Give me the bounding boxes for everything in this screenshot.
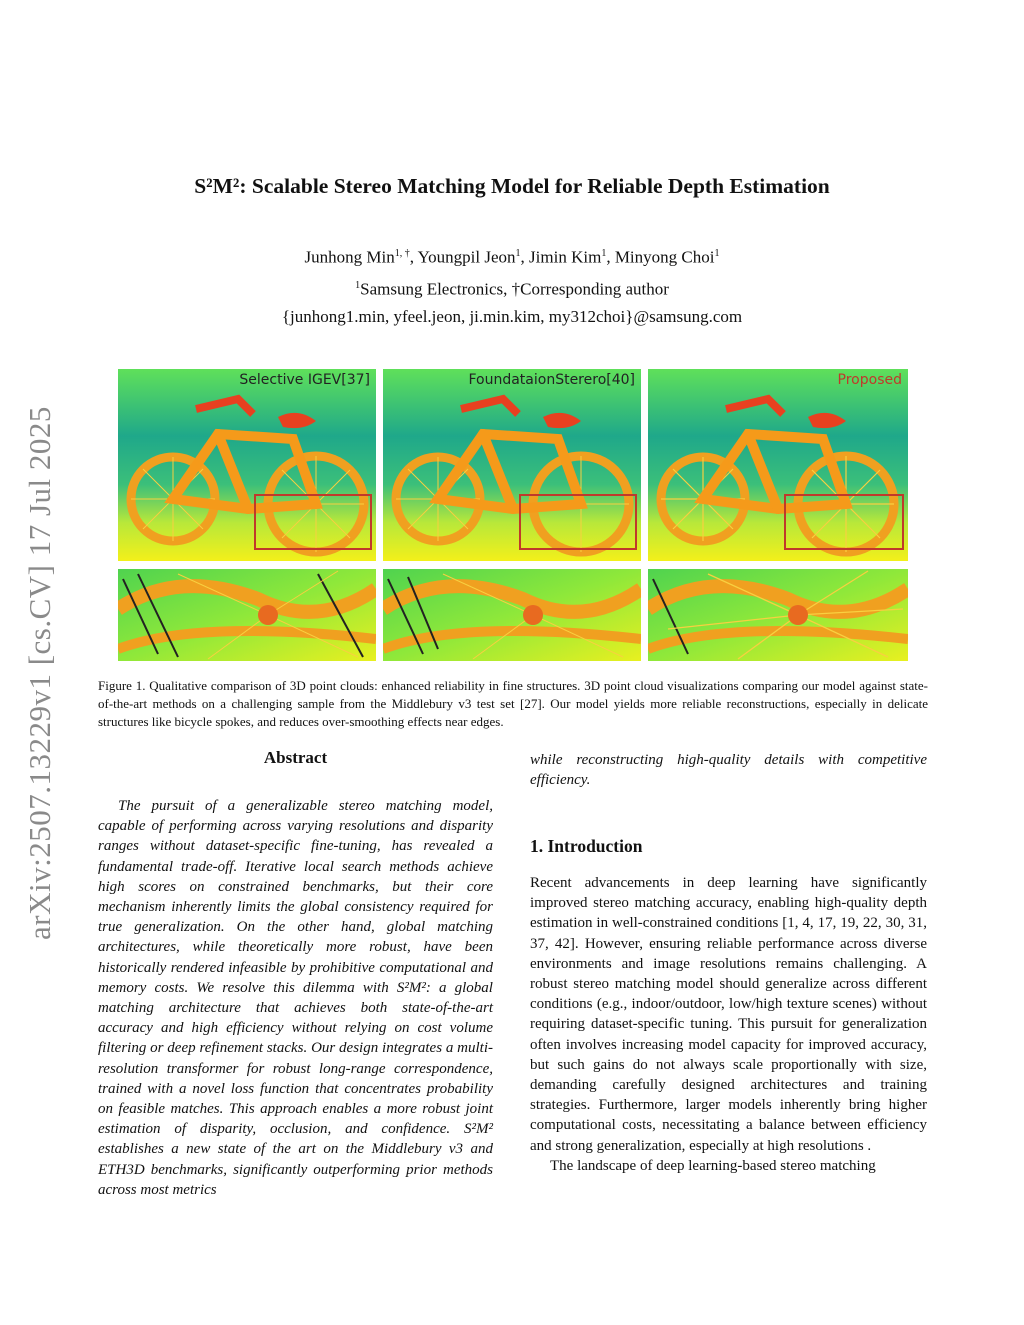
author-sup: 1 xyxy=(601,248,607,259)
figure-1 xyxy=(118,369,908,661)
affiliation: $^1$Samsung Electronics, †Corresponding author xyxy=(355,279,669,299)
abstract-body: The pursuit of a generalizable stereo matching model, capable of performing across varying resolutions and disparity ranges without dataset-specific fine-tuning, has revealed a fundamental trade-off. Iterative local search methods achieve high scores on constrained benchmarks, but their core mechanism inherently limits the global consistency required for true generalization. On the other hand, global matching architectures, while theoretically more robust, have been historically rendered infeasible by prohibitive computational and memory costs. We resolve this dilemma with S²M²: a global matching architecture that achieves both state-of-the-art accuracy and high efficiency without relying on cost volume filtering or deep refinement stacks. Our design integrates a multi-resolution transformer for robust long-range correspondence, trained with a novel loss function that concentrates probability on feasible matches. This approach enables a more robust joint estimation of disparity, occlusion, and confidence. S²M² establishes a new state of the art on the Middlebury v3 and ETH3D benchmarks, significantly outperforming prior methods across most metrics xyxy=(98,798,493,1198)
intro-paragraph: Recent advancements in deep learning have significantly improved stereo matching accuracy, enabling high-quality depth estimation in well-constrained conditions [1, 4, 17, 19, 22, 30, 31, 37, 42]. However, ensuring reliable performance across diverse environments and image resolutions remains challenging. A robust stereo matching model should generalize across different conditions (e.g., indoor/outdoor, low/high texture scenes) without requiring dataset-specific tuning. This pursuit for generalization often involves increasing model capacity for improved accuracy, but such gains do not always scale proportionally with size, demanding carefully designed architectures and training strategies. Furthermore, larger models inherently bring higher computational costs, necessitating a balance between efficiency and strong generalization, especially at high resolutions . xyxy=(530,875,927,1154)
figure-panel-selective-igev xyxy=(118,369,376,561)
intro-body xyxy=(530,873,927,1176)
author-name: Jimin Kim xyxy=(529,247,602,267)
author-name: Junhong Min xyxy=(304,247,395,267)
abstract-continuation: while reconstructing high-quality details with competitive efficiency. xyxy=(530,752,927,789)
intro-heading: 1. Introduction xyxy=(530,836,643,856)
author-sup: 1, † xyxy=(394,248,410,259)
model-name-math: S²M² xyxy=(464,1121,493,1138)
figure-panel-proposed xyxy=(648,369,908,561)
figure-crop-proposed xyxy=(648,569,908,661)
author-list: Junhong Min$^{1, \dagger}$, Youngpil Jeon$^1$, Jimin Kim$^1$, Minyong Choi$^1$ xyxy=(304,247,720,267)
figure-panel-foundation-stereo xyxy=(383,369,641,561)
panel-label: FoundataionSterero[40] xyxy=(468,372,635,388)
figure-caption: Figure 1. Qualitative comparison of 3D point clouds: enhanced reliability in fine structures. 3D point cloud visualizations comparing our model against state-of-the-art methods on a challenging sample from the Middlebury v3 test set [27]. Our model yields more reliable reconstructions, especially in delicate structures like bicycle spokes, and reduces over-smoothing effects near edges. xyxy=(98,678,928,729)
abstract-heading: Abstract xyxy=(263,748,328,767)
figure-crop-foundation-stereo xyxy=(383,569,641,661)
arxiv-stamp: arXiv:2507.13229v1 [cs.CV] 17 Jul 2025 xyxy=(22,406,57,940)
panel-label: Proposed xyxy=(837,372,902,388)
author-emails: {junhong1.min, yfeel.jeon, ji.min.kim, my312choi}@samsung.com xyxy=(281,307,743,327)
model-name-math: S²M² xyxy=(396,979,426,996)
intro-paragraph: The landscape of deep learning-based stereo matching xyxy=(550,1157,876,1174)
author-name: Youngpil Jeon xyxy=(417,247,516,267)
paper-title: S²M²: Scalable Stereo Matching Model for Reliable Depth Estimation xyxy=(194,174,830,198)
author-name: Minyong Choi xyxy=(614,247,715,267)
figure-crop-selective-igev xyxy=(118,569,376,661)
author-sup: 1 xyxy=(515,248,521,259)
author-sup: 1 xyxy=(714,248,720,259)
panel-label: Selective IGEV[37] xyxy=(239,372,370,388)
affiliation-sup: 1 xyxy=(355,279,361,291)
author-block xyxy=(0,240,1024,331)
